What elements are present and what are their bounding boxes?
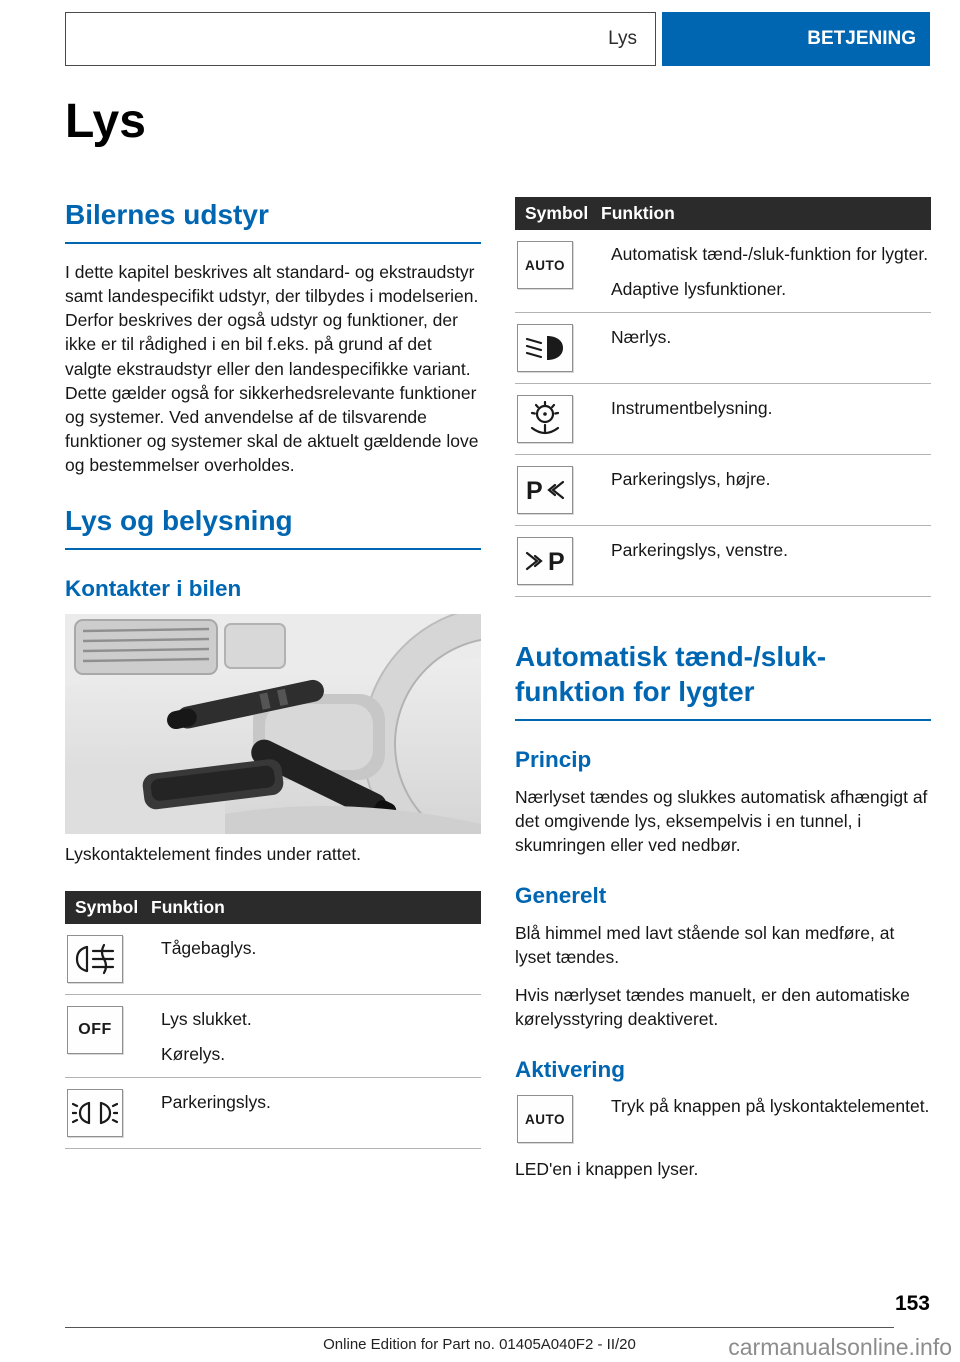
parking-light-left-icon — [517, 537, 573, 585]
page-header — [65, 12, 930, 66]
svg-text:P: P — [526, 476, 543, 505]
table-row — [65, 924, 481, 995]
table-header-symbol: Symbol — [75, 897, 139, 918]
page-number: 153 — [894, 1292, 930, 1315]
table-row — [515, 230, 931, 313]
equipment-paragraph: I dette kapitel beskrives alt standard- og ekstraudstyr samt landespecifikt udstyr, der tilbydes i modelserien. Derfor beskrives der også udstyr og funktioner, der ikke er til rådighed i en bil f.eks. på grund af det valgte ekstraudstyr eller den landespecifikke variant. Dette gælder også for sikkerhedsrelevante funktioner og systemer. Ved anvendelse af de tilsvarende funktioner og systemer skal de aktuelt gældende love og bestemmelser overholdes. — [65, 262, 479, 476]
activation-instruction-row — [515, 1095, 931, 1143]
footer-divider — [65, 1327, 894, 1328]
table-row — [515, 455, 931, 526]
auto-icon-label: AUTO — [524, 257, 565, 273]
left-column — [65, 197, 481, 1196]
edition-line: Online Edition for Part no. 01405A040F2 - II/20 — [323, 1336, 636, 1353]
table-cell-funktion — [161, 1089, 271, 1114]
rear-fog-light-icon — [67, 935, 123, 983]
steering-column-photo — [65, 614, 481, 834]
low-beam-icon — [517, 324, 573, 372]
instrument-lighting-icon — [517, 395, 573, 443]
subheading-controls: Kontakter i bilen — [65, 576, 242, 602]
off-icon-label: OFF — [78, 1021, 112, 1039]
left-symbol-table — [65, 891, 481, 1149]
funktion-line: Tågebaglys. — [161, 938, 257, 959]
watermark: carmanualsonline.info — [728, 1334, 952, 1360]
section-heading-equipment: Bilernes udstyr — [65, 197, 481, 244]
table-row — [515, 313, 931, 384]
funktion-line: Parkeringslys. — [161, 1091, 271, 1112]
table-row — [515, 526, 931, 597]
chapter-badge: BETJENING — [662, 12, 930, 66]
subheading-aktivering: Aktivering — [515, 1057, 626, 1083]
table-header-symbol: Symbol — [525, 203, 589, 223]
right-column — [515, 197, 931, 1196]
breadcrumb — [65, 12, 656, 66]
auto-lights-icon — [517, 241, 573, 289]
funktion-line: Nærlys. — [611, 326, 672, 347]
table-cell-funktion — [611, 537, 788, 562]
table-cell-funktion — [611, 395, 772, 420]
funktion-line: Parkeringslys, venstre. — [611, 539, 789, 560]
table-cell-funktion — [161, 935, 256, 960]
table-header — [65, 891, 481, 924]
table-row — [65, 995, 481, 1078]
table-row — [515, 384, 931, 455]
funktion-line: Instrumentbelysning. — [611, 397, 773, 418]
table-cell-funktion — [611, 466, 771, 491]
generelt-paragraph-1: Blå himmel med lavt stående sol kan medføre, at lyset tændes. — [515, 922, 895, 968]
table-row — [65, 1078, 481, 1149]
subheading-princip: Princip — [515, 746, 592, 772]
activation-text: Tryk på knappen på lyskontaktelementet. — [611, 1096, 930, 1117]
generelt-paragraph-2: Hvis nærlyset tændes manuelt, er den automatiske kørelysstyring deaktiveret. — [515, 985, 910, 1030]
auto-icon-label: AUTO — [524, 1111, 565, 1127]
section-heading-auto-lights: Automatisk tænd-/sluk-funktion for lygter — [515, 639, 931, 721]
parking-lights-icon — [67, 1089, 123, 1137]
page-title: Lys — [65, 95, 146, 148]
right-symbol-table — [515, 197, 931, 597]
table-cell-funktion — [611, 241, 928, 301]
table-header-funktion: Funktion — [601, 203, 675, 223]
lights-off-icon — [67, 1006, 123, 1054]
auto-lights-icon — [517, 1095, 573, 1143]
princip-paragraph: Nærlyset tændes og slukkes automatisk afhængigt af det omgivende lys, eksempelvis i en tunnel, i skumringen eller ved nedbør. — [515, 786, 928, 855]
funktion-line: Lys slukket. — [161, 1009, 252, 1030]
funktion-line: Parkeringslys, højre. — [611, 468, 771, 489]
image-caption: Lyskontaktelement findes under rattet. — [65, 844, 362, 865]
breadcrumb-label: Lys — [608, 28, 637, 49]
funktion-line: Automatisk tænd-/sluk-funktion for lygter. — [611, 244, 929, 264]
table-header — [515, 197, 931, 230]
activation-text-cell — [611, 1095, 929, 1118]
steering-column-illustration — [65, 614, 481, 834]
activation-note: LED'en i knappen lyser. — [515, 1159, 699, 1180]
table-cell-funktion — [611, 324, 671, 349]
section-heading-lighting: Lys og belysning — [65, 503, 481, 550]
svg-text:P: P — [548, 547, 565, 576]
content-columns — [65, 197, 931, 1196]
parking-light-right-icon — [517, 466, 573, 514]
funktion-line: Kørelys. — [161, 1044, 226, 1065]
subheading-generelt: Generelt — [515, 882, 607, 908]
table-cell-funktion — [161, 1006, 252, 1066]
funktion-line: Adaptive lysfunktioner. — [611, 278, 787, 299]
table-header-funktion: Funktion — [151, 897, 225, 918]
